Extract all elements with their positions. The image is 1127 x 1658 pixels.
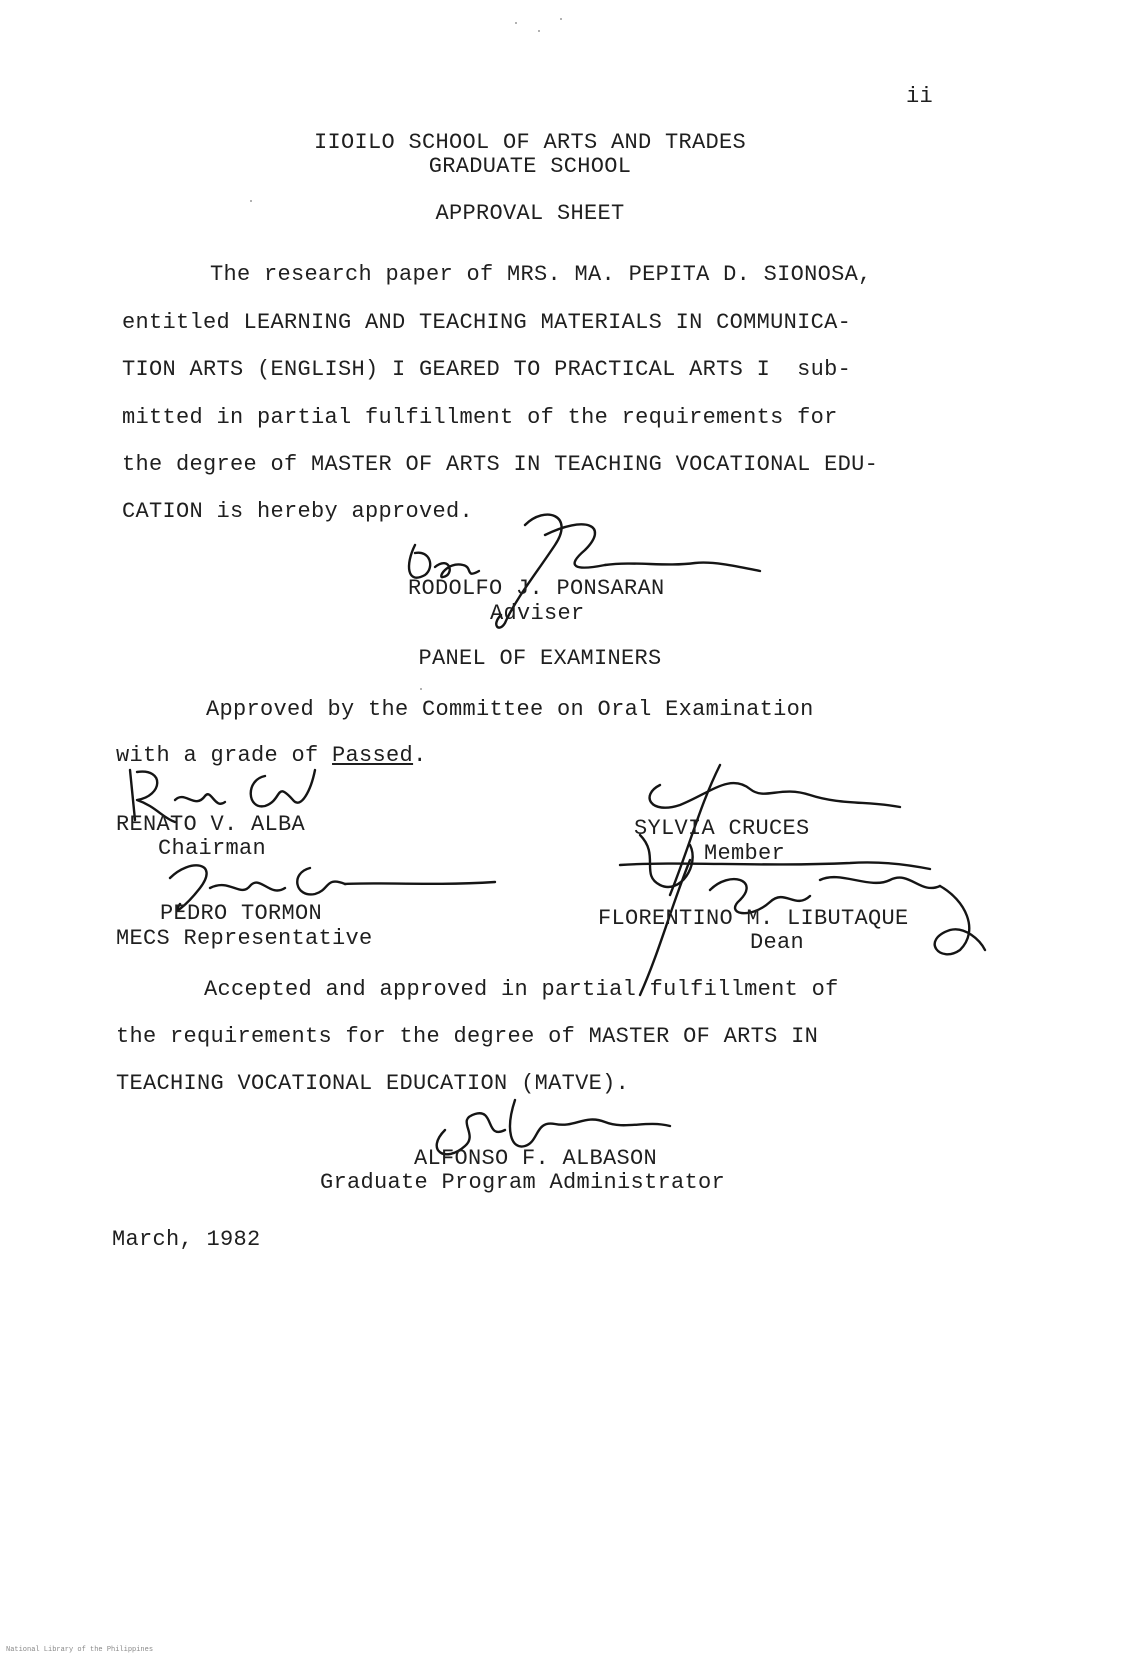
- institution-name: IIOILO SCHOOL OF ARTS AND TRADES: [313, 130, 747, 155]
- acceptance-line-1: Accepted and approved in partial fulfillment of: [204, 977, 839, 1002]
- document-date: March, 1982: [112, 1227, 261, 1252]
- chairman-role: Chairman: [158, 836, 267, 861]
- administrator-role: Graduate Program Administrator: [320, 1170, 726, 1195]
- scan-footer-note: National Library of the Philippines: [6, 1646, 154, 1654]
- body-line-3: TION ARTS (ENGLISH) I GEARED TO PRACTICAL ARTS I sub-: [122, 357, 852, 382]
- member-name: SYLVIA CRUCES: [634, 816, 810, 841]
- panel-approved-line: Approved by the Committee on Oral Examination: [206, 697, 814, 722]
- chairman-name: RENATO V. ALBA: [116, 812, 306, 837]
- member-role: Member: [704, 841, 786, 866]
- body-line-2: entitled LEARNING AND TEACHING MATERIALS IN COMMUNICA-: [122, 310, 852, 335]
- panel-heading: PANEL OF EXAMINERS: [418, 646, 662, 671]
- acceptance-line-3: TEACHING VOCATIONAL EDUCATION (MATVE).: [116, 1071, 630, 1096]
- adviser-name: RODOLFO J. PONSARAN: [408, 576, 665, 601]
- adviser-role: Adviser: [490, 601, 585, 626]
- acceptance-line-2: the requirements for the degree of MASTER OF ARTS IN: [116, 1024, 819, 1049]
- grade-prefix: with a grade of: [116, 743, 333, 768]
- body-line-6: CATION is hereby approved.: [122, 499, 474, 524]
- mecs-representative-name: PEDRO TORMON: [160, 901, 323, 926]
- body-line-4: mitted in partial fulfillment of the requirements for: [122, 405, 838, 430]
- page-number: ii: [906, 84, 934, 109]
- document-title: APPROVAL SHEET: [435, 201, 625, 226]
- school-name: GRADUATE SCHOOL: [428, 154, 632, 179]
- dean-name: FLORENTINO M. LIBUTAQUE: [598, 906, 909, 931]
- administrator-name: ALFONSO F. ALBASON: [414, 1146, 658, 1171]
- grade-line: [116, 743, 427, 769]
- grade-value: Passed: [332, 743, 414, 768]
- body-line-1: The research paper of MRS. MA. PEPITA D. SIONOSA,: [210, 262, 872, 287]
- mecs-representative-role: MECS Representative: [116, 926, 373, 951]
- grade-suffix: .: [413, 743, 427, 768]
- body-line-5: the degree of MASTER OF ARTS IN TEACHING VOCATIONAL EDU-: [122, 452, 879, 477]
- dean-role: Dean: [750, 930, 805, 955]
